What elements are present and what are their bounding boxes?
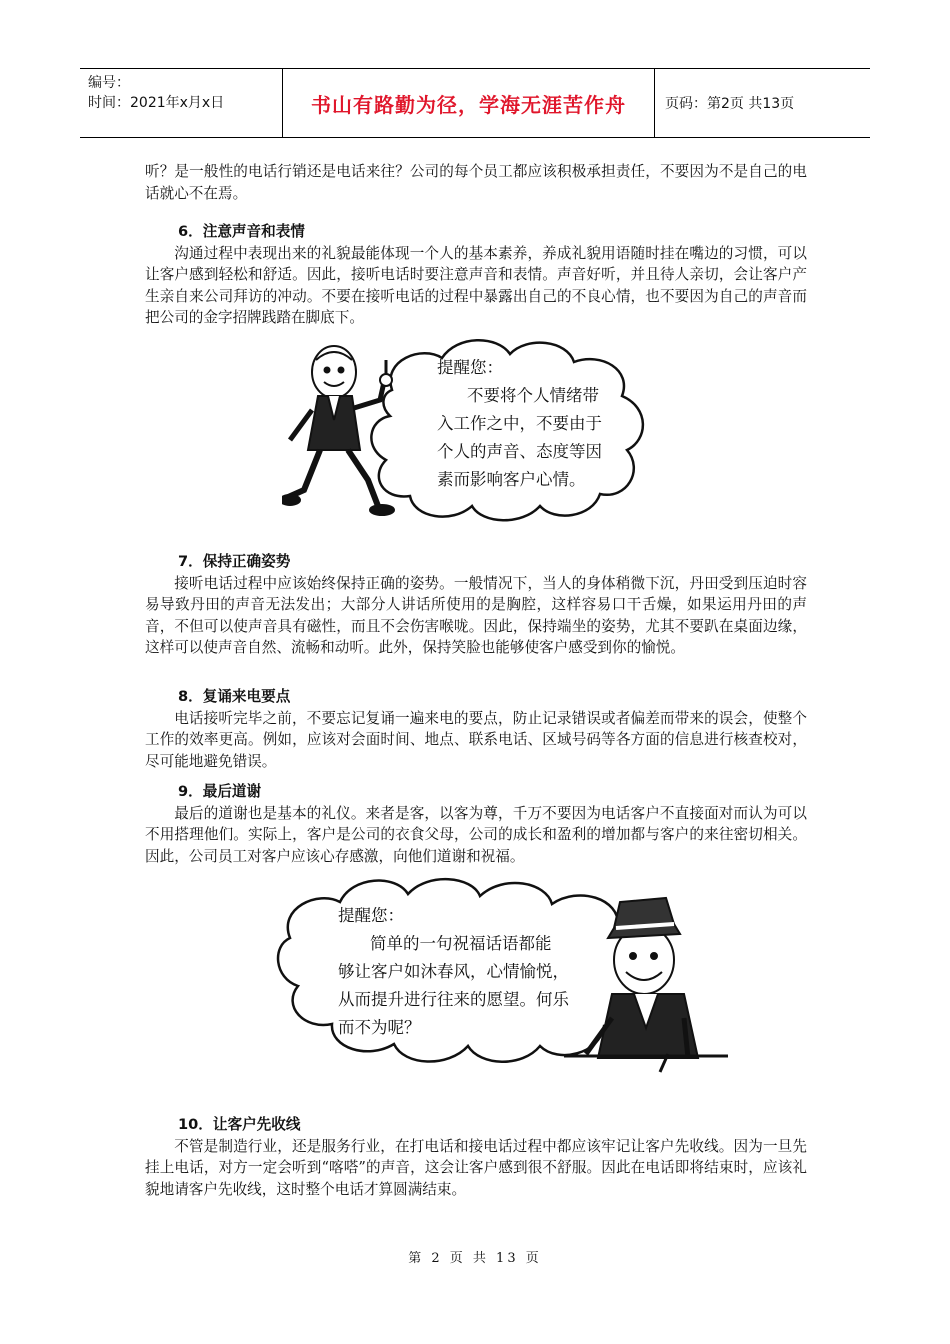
section-9 bbox=[145, 781, 807, 867]
section-10 bbox=[145, 1114, 807, 1200]
reminder-2-line: 而不为呢？ bbox=[338, 1018, 421, 1037]
section-8 bbox=[145, 686, 807, 772]
section-heading: 7．保持正确姿势 bbox=[178, 553, 291, 570]
section-body: 不管是制造行业，还是服务行业，在打电话和接电话过程中都应该牢记让客户先收线。因为一旦先挂上电话，对方一定会听到“喀嗒”的声音，这会让客户感到很不舒服。因此在电话即将结束时，应该礼貌地请客户先收线，这时整个电话才算圆满结束。 bbox=[145, 1137, 807, 1198]
page-header bbox=[80, 68, 870, 138]
reminder-1-line: 不要将个人情绪带 bbox=[467, 386, 599, 405]
section-body: 接听电话过程中应该始终保持正确的姿势。一般情况下，当人的身体稍微下沉，丹田受到压迫时容易导致丹田的声音无法发出；大部分人讲话所使用的是胸腔，这样容易口干舌燥，如果运用丹田的声音，不但可以使声音具有磁性，而且不会伤害喉咙。因此，保持端坐的姿势，尤其不要趴在桌面边缘，这样可以使声音自然、流畅和动听。此外，保持笑脸也能够使客户感受到你的愉悦。 bbox=[145, 574, 807, 656]
reminder-1-line: 个人的声音、态度等因 bbox=[437, 442, 602, 461]
section-heading: 9．最后道谢 bbox=[178, 783, 262, 800]
header-page-info-cell bbox=[655, 69, 870, 137]
reminder-2-title: 提醒您： bbox=[338, 906, 404, 925]
reminder-2-line: 从而提升进行往来的愿望。何乐 bbox=[338, 990, 569, 1009]
intro-paragraph: 听？是一般性的电话行销还是电话来往？公司的每个员工都应该积极承担责任，不要因为不是自己的电话就心不在焉。 bbox=[145, 163, 807, 202]
page-footer: 第 2 页 共 13 页 bbox=[408, 1251, 542, 1266]
header-number-label: 编号： bbox=[88, 75, 130, 91]
reminder-1-line: 入工作之中，不要由于 bbox=[437, 414, 602, 433]
section-body: 电话接听完毕之前，不要忘记复诵一遍来电的要点，防止记录错误或者偏差而带来的误会，使整个工作的效率更高。例如，应该对会面时间、地点、联系电话、区域号码等各方面的信息进行核查校对，尽可能地避免错误。 bbox=[145, 709, 807, 770]
intro-block bbox=[145, 161, 807, 204]
reminder-1-text bbox=[437, 354, 602, 494]
header-time-label: 时间：2021年x月x日 bbox=[88, 95, 225, 111]
header-left-cell bbox=[80, 69, 283, 137]
header-page-info: 页码：第2页 共13页 bbox=[665, 96, 795, 112]
header-motto: 书山有路勤为径，学海无涯苦作舟 bbox=[311, 92, 626, 117]
reminder-2-line: 简单的一句祝福话语都能 bbox=[370, 934, 552, 953]
section-body: 沟通过程中表现出来的礼貌最能体现一个人的基本素养，养成礼貌用语随时挂在嘴边的习惯，可以让客户感到轻松和舒适。因此，接听电话时要注意声音和表情。声音好听，并且待人亲切，会让客户产生亲自来公司拜访的冲动。不要在接听电话的过程中暴露出自己的不良心情，也不要因为自己的声音而把公司的金字招牌践踏在脚底下。 bbox=[145, 244, 807, 326]
header-motto-cell bbox=[283, 69, 655, 137]
reminder-1-line: 素而影响客户心情。 bbox=[437, 470, 586, 489]
section-7 bbox=[145, 551, 807, 659]
section-body: 最后的道谢也是基本的礼仪。来者是客，以客为尊，千万不要因为电话客户不直接面对而认为可以不用搭理他们。实际上，客户是公司的衣食父母，公司的成长和盈利的增加都与客户的来往密切相关。因此，公司员工对客户应该心存感激，向他们道谢和祝福。 bbox=[145, 804, 807, 865]
reminder-1-title: 提醒您： bbox=[437, 358, 503, 377]
section-6 bbox=[145, 221, 807, 329]
section-heading: 8．复诵来电要点 bbox=[178, 688, 291, 705]
reminder-2-text bbox=[338, 902, 569, 1042]
reminder-2-line: 够让客户如沐春风，心情愉悦， bbox=[338, 962, 569, 981]
section-heading: 10．让客户先收线 bbox=[178, 1116, 301, 1133]
section-heading: 6．注意声音和表情 bbox=[178, 223, 305, 240]
